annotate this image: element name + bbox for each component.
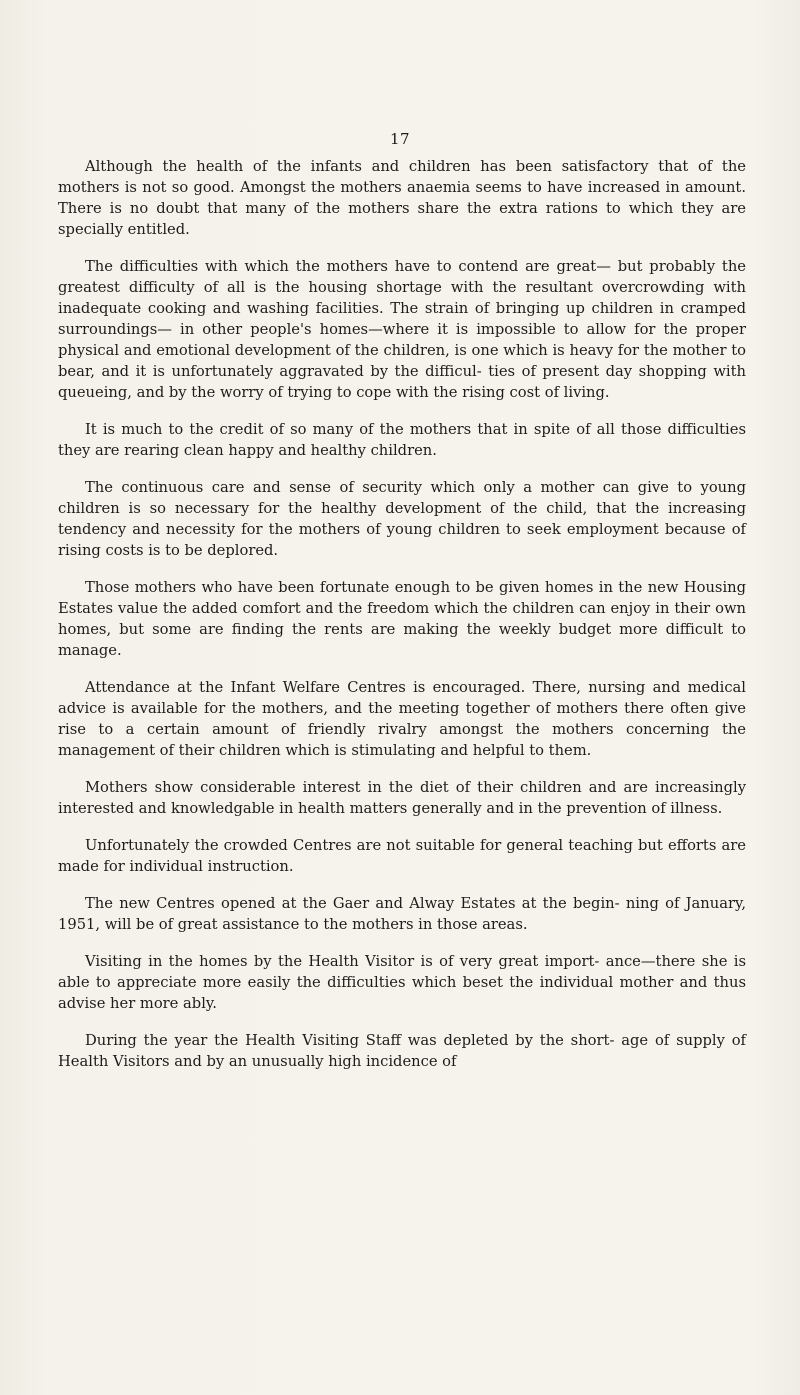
paragraph-crowded-centres: Unfortunately the crowded Centres are not suitable for general teaching but efforts are made for individual instruction. — [58, 837, 746, 875]
body-text — [58, 156, 746, 1088]
page-number: 17 — [389, 130, 411, 148]
paragraph-new-centres: The new Centres opened at the Gaer and Alway Estates at the begin- ning of January, 1951, will be of great assistance to the mothers in those areas. — [58, 895, 746, 933]
paragraph-credit-to-mothers: It is much to the credit of so many of the mothers that in spite of all those difficulties they are rearing clean happy and healthy children. — [58, 421, 746, 459]
paragraph-health-of-mothers: Although the health of the infants and children has been satisfactory that of the mothers is not so good. Amongst the mothers anaemia seems to have increased in amount. There is no doubt that many of the mothers share the extra rations to which they are specially entitled. — [58, 158, 746, 238]
paragraph-home-visiting: Visiting in the homes by the Health Visitor is of very great import- ance—there she is able to appreciate more easily the difficulties which beset the individual mother and thus advise her more ably. — [58, 953, 746, 1012]
paragraph-staff-depleted: During the year the Health Visiting Staff was depleted by the short- age of supply of Health Visitors and by an unusually high incidence of — [58, 1032, 746, 1070]
paragraph-diet-interest: Mothers show considerable interest in the diet of their children and are increasingly interested and knowledgable in health matters generally and in the prevention of illness. — [58, 779, 746, 817]
paragraph-welfare-centres: Attendance at the Infant Welfare Centres is encouraged. There, nursing and medical advice is available for the mothers, and the meeting together of mothers there often give rise to a certain amount of friendly rivalry amongst the mothers concerning the management of their children which is stimulating and helpful to them. — [58, 679, 746, 759]
paragraph-difficulties: The difficulties with which the mothers have to contend are great— but probably the greatest difficulty of all is the housing shortage with the resultant overcrowding with inadequate cooking and washing facilities. The strain of bringing up children in cramped surroundings— in other people's homes—where it is impossible to allow for the proper physical and emotional development of the children, is one which is heavy for the mother to bear, and it is unfortunately aggravated by the difficul- ties of present day shopping with queueing, and by the worry of trying to cope with the rising cost of living. — [58, 258, 746, 401]
paragraph-continuous-care: The continuous care and sense of security which only a mother can give to young children is so necessary for the healthy development of the child, that the increasing tendency and necessity for the mothers of young children to seek employment because of rising costs is to be deplored. — [58, 479, 746, 559]
paragraph-housing-estates: Those mothers who have been fortunate enough to be given homes in the new Housing Estates value the added comfort and the freedom which the children can enjoy in their own homes, but some are finding the rents are making the weekly budget more difficult to manage. — [58, 579, 746, 659]
